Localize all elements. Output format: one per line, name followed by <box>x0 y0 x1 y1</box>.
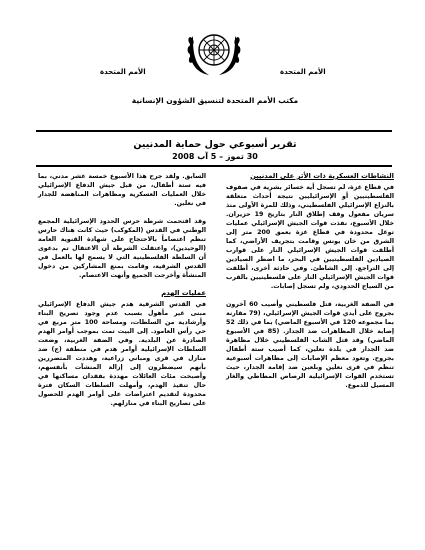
paragraph: في قطاع غزة، لم تسجل أية خسائر بشرية في صفوف الفلسطينيين أو الإسرائيليين نتيجة أحداث متعلقة بالنزاع الإسرائيلي الفلسطيني، وذلك للمرة الأولى منذ سريان مفعول وقف إطلاق النار بتاريخ 19 حزيران. خلال الأسبوع، نفذت قوات الجيش الإسرائيلي عمليات توغل محدودة في قطاع غزة بعمق 200 متر إلى الشرق من خان يونس وقامت بتجريف الأراضي، كما أطلقت قوات الجيش الإسرائيلي النار على قوارب الصيادين الفلسطينيين في البحر، ما اضطر الصيادين إلى التراجع. إلى الشاطئ. وفي حادثة أخرى، أطلقت قوات الجيش الإسرائيلي النار على فلسطينيين بالقرب من السياج الحدودي، ولم تسجل إصابات. <box>226 184 394 290</box>
top-divider <box>36 130 392 132</box>
section-heading-military: النشاطات العسكرية ذات الأثر على المدنيين <box>250 172 394 180</box>
un-name-right: الأمم المتحدة <box>280 68 326 76</box>
left-column <box>38 172 206 417</box>
right-column <box>226 172 394 399</box>
un-name-left: الأمم المتحدة <box>100 68 146 76</box>
paragraph: في القدس الشرقية هدم جيش الدفاع الإسرائيلي مبنى غير مأهول بسبب عدم وجود تصريح البناء وأرشادية من السلطات، ومساحة 100 متر مربع في حي رأس العامود. إلى البيت تمت بموجب أوامر الهدم الصادرة عن البلدية. وفي الضفة الغربية، وضعت السلطات الإسرائيلية أوامر هدم في منطقة (ج) ضد منازل في قرى ومباني زراعية، وهددت المتضررين بأنهم سيضطرون إلى إزالة المنشآت بأنفسهم، وأصبحت مئات العائلات مهددة بفقدان مساكنها في حال تنفيذ الهدم، وأمهلت السلطات السكان فترة محدودة لتقديم اعتراضات على أوامر الهدم للحصول على تصاريح البناء في منازلهم. <box>38 301 206 407</box>
un-emblem-icon <box>185 26 243 78</box>
bottom-divider <box>36 165 392 167</box>
office-name: مكتب الأمم المتحدة لتنسيق الشؤون الإنسانية <box>131 96 299 105</box>
paragraph: وقد اقتحمت شرطة حرس الحدود الإسرائيلية المجمع الوطني في القدس (المكوكب) حيث كانت هناك حارس تنظم اعتصاماً بالاحتجاج على شهادة القنوية العامة (الوحيدين)، واعتقلت الشرطة أن الاعتقال تم بدعوى أن السلطة الفلسطينية التي لا يسمح لها بالعمل في القدس الشرقية، وقامت بمنع المشاركين من دخول المنشأة وأخرجت الجميع وأنهت الاعتصام. <box>38 218 206 279</box>
paragraph: السابق. ولقد جرح هذا الأسبوع خمسة عشر مدني، بما فيه ستة أطفال، من قبل جيش الدفاع الإسرائيلي خلال العمليات العسكرية ومظاهرات المناهضة للجدار في نعلين. <box>38 173 206 207</box>
paragraph: في الضفة الغربية، قتل فلسطيني وأصيب 60 آخرون بجروح على أيدي قوات الجيش الإسرائيلي، (79 مقارنة بما مجموعه 120 في الأسبوع الماضي) بما في ذلك 52 إصابة خلال المظاهرات ضد الجدار. (85 في الأسبوع الماضي) وقد قتل الشاب الفلسطيني خلال مظاهرة ضد الجدار في بلدة نعلين، كما أصيب ستة أطفال بجروح. وتعود معظم الإصابات إلى مظاهرات أسبوعية تنظم في قرى نعلين وبلعين ضد إقامة الجدار، حيث تستخدم القوات الإسرائيلية الرصاص المطاطي والغاز المسيل للدموع. <box>226 301 395 389</box>
report-title: تقرير أسبوعي حول حماية المدنيين <box>133 139 297 150</box>
section-heading-demolitions: عمليات الهدم <box>161 289 206 297</box>
report-date: 30 تموز – 5 آب 2008 <box>172 152 258 161</box>
